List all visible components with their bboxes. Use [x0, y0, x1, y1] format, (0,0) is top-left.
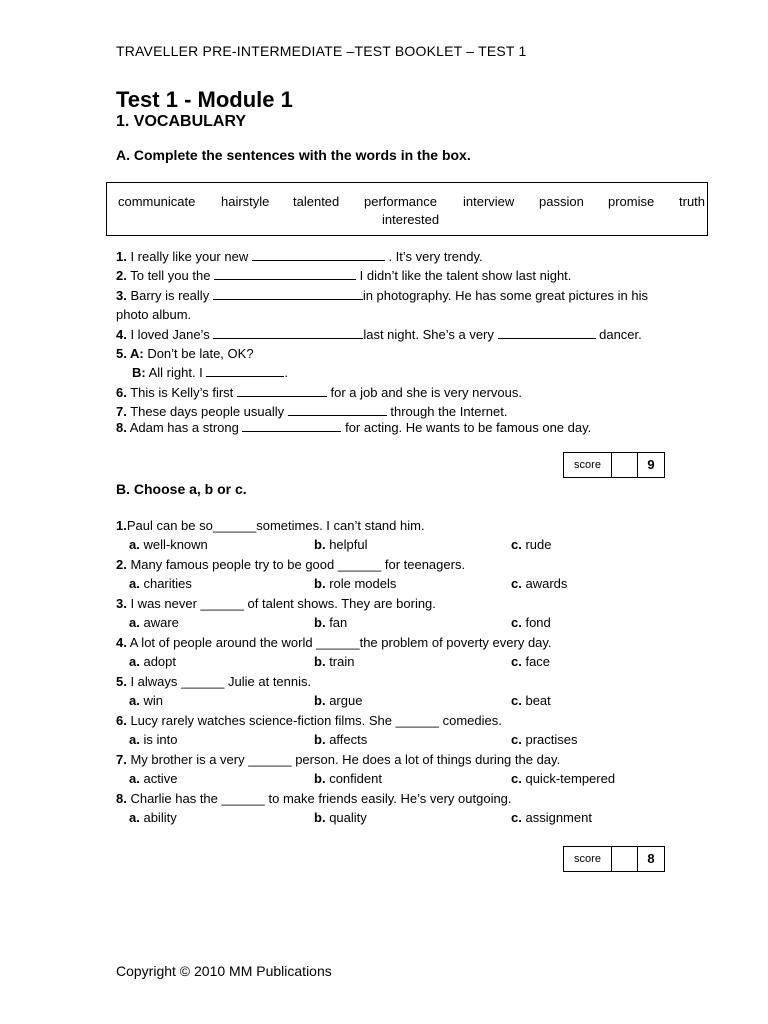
question-number: 5.: [116, 674, 127, 689]
question-text: [116, 674, 311, 689]
question-number: 7.: [116, 752, 127, 767]
question-number: 6.: [116, 713, 127, 728]
option-text: practises: [525, 732, 578, 747]
question-number: 4.: [116, 635, 127, 650]
question-stem: A lot of people around the world ______the problem of poverty every day.: [126, 635, 552, 650]
word: performance: [364, 194, 437, 209]
word: promise: [608, 194, 655, 209]
option-letter: c.: [511, 654, 522, 669]
word: truth: [679, 194, 706, 209]
option-letter: c.: [511, 537, 522, 552]
word: passion: [539, 194, 584, 209]
option-letter: a.: [129, 576, 140, 591]
word: interested: [382, 212, 440, 227]
option-text: confident: [329, 771, 382, 786]
option-a[interactable]: [129, 576, 192, 591]
word: hairstyle: [221, 194, 270, 209]
option-c[interactable]: [511, 732, 578, 747]
question-stem: I always ______ Julie at tennis.: [126, 674, 312, 689]
part-a-instruction: A. Complete the sentences with the words in the box.: [116, 147, 471, 163]
option-letter: b.: [314, 693, 326, 708]
item-text: dancer.: [595, 327, 642, 342]
option-text: rude: [525, 537, 552, 552]
item-text: These days people usually: [126, 404, 288, 419]
answer-blank[interactable]: [288, 404, 387, 416]
question-stem: Many famous people try to be good ______ for teenagers.: [126, 557, 466, 572]
question-text: [116, 752, 560, 767]
item-text: in photography. He has some great pictures in his: [362, 288, 649, 303]
item-text: I didn’t like the talent show last night.: [356, 268, 572, 283]
option-text: affects: [329, 732, 368, 747]
item-text: All right. I: [145, 365, 207, 380]
option-b[interactable]: [314, 576, 396, 591]
list-item: [116, 404, 507, 419]
item-text: last night. She’s a very: [363, 327, 498, 342]
option-letter: c.: [511, 732, 522, 747]
list-item: [116, 346, 254, 361]
option-b[interactable]: [314, 771, 382, 786]
option-text: train: [329, 654, 355, 669]
option-b[interactable]: [314, 732, 367, 747]
score-total: 8: [647, 851, 655, 866]
question-stem: My brother is a very ______ person. He does a lot of things during the day.: [126, 752, 561, 767]
option-a[interactable]: [129, 615, 179, 630]
option-text: helpful: [329, 537, 368, 552]
option-text: beat: [525, 693, 551, 708]
score-label: score: [564, 847, 612, 871]
answer-blank[interactable]: [237, 385, 327, 397]
option-letter: a.: [129, 810, 140, 825]
item-number: 5.: [116, 346, 127, 361]
part-b-instruction: B. Choose a, b or c.: [116, 481, 247, 497]
option-c[interactable]: [511, 537, 552, 552]
option-text: win: [143, 693, 163, 708]
option-a[interactable]: [129, 771, 177, 786]
list-item: [132, 365, 288, 380]
option-c[interactable]: [511, 771, 615, 786]
option-text: charities: [143, 576, 192, 591]
question-stem: Charlie has the ______ to make friends easily. He’s very outgoing.: [126, 791, 512, 806]
option-text: quick-tempered: [525, 771, 616, 786]
option-c[interactable]: [511, 576, 567, 591]
score-input[interactable]: [611, 453, 638, 477]
item-text: Don’t be late, OK?: [143, 346, 254, 361]
page-title: Test 1 - Module 1: [116, 87, 293, 112]
question-number: 2.: [116, 557, 127, 572]
option-letter: c.: [511, 615, 522, 630]
option-letter: c.: [511, 576, 522, 591]
speaker-label: A:: [126, 346, 144, 361]
item-number: 4.: [116, 327, 127, 342]
question-text: [116, 557, 465, 572]
option-text: assignment: [525, 810, 592, 825]
item-number: 6.: [116, 385, 127, 400]
option-letter: b.: [314, 615, 326, 630]
option-letter: a.: [129, 537, 140, 552]
option-a[interactable]: [129, 732, 177, 747]
item-number: 2.: [116, 268, 127, 283]
option-letter: a.: [129, 771, 140, 786]
item-text: I really like your new: [126, 249, 252, 264]
list-item: [116, 327, 642, 342]
option-text: role models: [329, 576, 397, 591]
score-input[interactable]: [611, 847, 638, 871]
item-text: This is Kelly’s first: [126, 385, 237, 400]
score-box: [563, 452, 665, 478]
word: interview: [463, 194, 515, 209]
option-letter: b.: [314, 810, 326, 825]
option-letter: c.: [511, 810, 522, 825]
option-text: awards: [525, 576, 568, 591]
score-total: 9: [647, 457, 655, 472]
item-number: 1.: [116, 249, 127, 264]
option-letter: b.: [314, 576, 326, 591]
option-c[interactable]: [511, 693, 551, 708]
option-letter: c.: [511, 771, 522, 786]
question-stem: Paul can be so______sometimes. I can’t stand him.: [126, 518, 425, 533]
list-item: [116, 288, 648, 303]
option-text: aware: [143, 615, 179, 630]
item-text: for a job and she is very nervous.: [326, 385, 522, 400]
option-b[interactable]: [314, 654, 354, 669]
option-b[interactable]: [314, 810, 367, 825]
question-stem: Lucy rarely watches science-fiction films. She ______ comedies.: [126, 713, 502, 728]
question-text: [116, 596, 436, 611]
score-box: [563, 846, 665, 872]
question-text: [116, 791, 512, 806]
copyright: Copyright © 2010 MM Publications: [116, 963, 332, 979]
question-number: 1.: [116, 518, 127, 533]
option-text: active: [143, 771, 178, 786]
option-letter: c.: [511, 693, 522, 708]
option-text: face: [525, 654, 551, 669]
item-text: I loved Jane’s: [126, 327, 214, 342]
word: communicate: [118, 194, 196, 209]
list-item: [116, 307, 191, 322]
option-c[interactable]: [511, 615, 551, 630]
answer-blank[interactable]: [498, 327, 596, 339]
item-text: for acting. He wants to be famous one day.: [341, 420, 592, 435]
question-text: [116, 713, 502, 728]
list-item: [116, 268, 571, 283]
option-a[interactable]: [129, 693, 163, 708]
option-letter: b.: [314, 654, 326, 669]
question-text: [116, 518, 425, 533]
option-b[interactable]: [314, 537, 368, 552]
item-number: 3.: [116, 288, 127, 303]
page-header: TRAVELLER PRE-INTERMEDIATE –TEST BOOKLET – TEST 1: [116, 43, 527, 59]
answer-blank[interactable]: [206, 365, 284, 377]
item-text: Barry is really: [126, 288, 213, 303]
item-number: 7.: [116, 404, 127, 419]
list-item: [116, 385, 522, 400]
option-a[interactable]: [129, 537, 208, 552]
item-text: photo album.: [116, 307, 192, 322]
option-text: ability: [143, 810, 177, 825]
option-b[interactable]: [314, 615, 347, 630]
item-text: .: [284, 365, 289, 380]
item-text: To tell you the: [126, 268, 215, 283]
option-c[interactable]: [511, 654, 550, 669]
list-item: [116, 249, 483, 264]
option-text: fond: [525, 615, 551, 630]
question-number: 3.: [116, 596, 127, 611]
option-letter: b.: [314, 537, 326, 552]
option-letter: b.: [314, 732, 326, 747]
option-a[interactable]: [129, 654, 176, 669]
section-heading: 1. VOCABULARY: [116, 113, 247, 130]
option-text: argue: [329, 693, 363, 708]
answer-blank[interactable]: [252, 249, 385, 261]
option-text: adopt: [143, 654, 177, 669]
list-item: [116, 420, 591, 435]
option-text: fan: [329, 615, 348, 630]
option-letter: a.: [129, 732, 140, 747]
option-letter: a.: [129, 654, 140, 669]
item-number: 8.: [116, 420, 127, 435]
option-letter: b.: [314, 771, 326, 786]
answer-blank[interactable]: [213, 327, 363, 339]
item-text: . It’s very trendy.: [384, 249, 483, 264]
answer-blank[interactable]: [214, 268, 356, 280]
question-number: 8.: [116, 791, 127, 806]
answer-blank[interactable]: [213, 288, 363, 300]
question-text: [116, 635, 552, 650]
word: talented: [293, 194, 340, 209]
question-stem: I was never ______ of talent shows. They are boring.: [126, 596, 436, 611]
option-letter: a.: [129, 693, 140, 708]
option-letter: a.: [129, 615, 140, 630]
option-b[interactable]: [314, 693, 362, 708]
item-text: through the Internet.: [386, 404, 508, 419]
item-text: Adam has a strong: [126, 420, 243, 435]
word-box: [106, 182, 708, 236]
option-a[interactable]: [129, 810, 177, 825]
speaker-label: B:: [132, 365, 146, 380]
score-label: score: [564, 453, 612, 477]
option-text: well-known: [143, 537, 208, 552]
option-c[interactable]: [511, 810, 592, 825]
answer-blank[interactable]: [242, 420, 341, 432]
option-text: is into: [143, 732, 178, 747]
option-text: quality: [329, 810, 367, 825]
